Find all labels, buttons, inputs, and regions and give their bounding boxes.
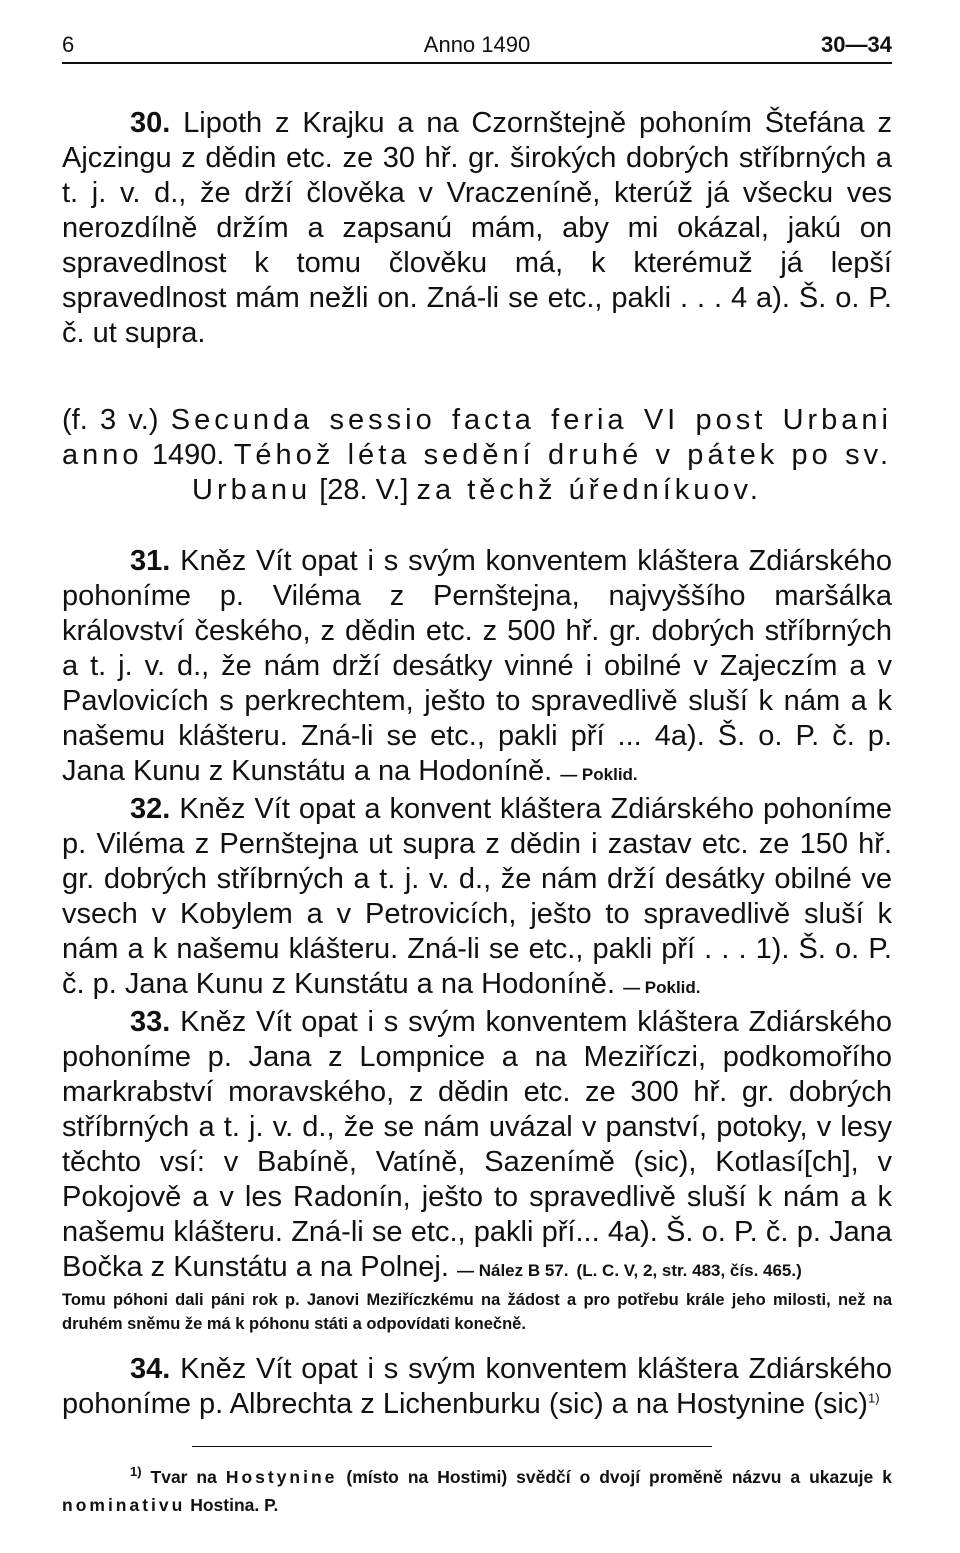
footnote-divider <box>192 1446 712 1447</box>
entry-text: Kněz Vít opat i s svým konventem kláštera Zdiárského pohoníme p. Jana z Lompnice a na Meziříczi, podkomořího markrabství moravského, z dědin etc. ze 300 hř. gr. dobrých stříbrných a t. j. v. d., že se nám uvázal v panství, potoky, v lesy těchto vsí: v Babíně, Vatíně, Sazenímě (sic), Kotlasí[ch], v Pokojově a v les Radonín, ješto to spravedlivě sluší k nám a k našemu klášteru. Zná-li se etc., pakli pří... 4a). Š. o. P. č. p. Jana Bočka z Kunstátu a na Polnej. <box>62 1006 892 1283</box>
entry-outcome: — Nález B 57. <box>456 1261 569 1280</box>
footnote-spaced-word: Hostynine <box>225 1467 338 1487</box>
entry-range: 30—34 <box>821 32 892 57</box>
footnote-text: (místo na Hostimi) svědčí o dvojí proměně názvu a ukazuje k <box>346 1467 892 1487</box>
entry-outcome: — Poklid. <box>623 978 701 997</box>
entry-text: Lipoth z Krajku a na Czornštejně pohoním Štefána z Ajczingu z dědin etc. ze 30 hř. gr. širokých dobrých stříbrných a t. j. v. d., že drží člověka v Vraczeníně, kterúž já všecku ves nerozdílně držím a zapsanú mám, aby mi okázal, jakú on spravedlnost k tomu člověku má, k kterémuž já lepší spravedlnost mám nežli on. Zná-li se etc., pakli . . . 4 a). Š. o. P. č. ut supra. <box>62 107 893 349</box>
running-header <box>62 28 892 64</box>
entry-30 <box>62 106 892 351</box>
session-year: 1490. <box>151 439 225 471</box>
running-title: Anno 1490 <box>423 32 531 57</box>
entry-text: Kněz Vít opat i s svým konventem kláštera Zdiárského pohoníme p. Albrechta z Lichenburku (sic) a na Hostynine (sic) <box>62 1353 892 1420</box>
page-number: 6 <box>62 32 75 57</box>
footnote-mark: 1) <box>130 1464 142 1480</box>
entry-reference: (L. C. V, 2, str. 483, čís. 465.) <box>576 1261 802 1280</box>
session-heading <box>62 403 892 508</box>
footnote-text: Tvar na <box>150 1467 217 1487</box>
folio-reference: (f. 3 v.) <box>62 404 159 436</box>
session-date: [28. V.] <box>319 474 409 506</box>
document-page <box>62 28 892 1519</box>
entry-33-note: Tomu póhoni dali páni rok p. Janovi Meziříczkému na žádost a pro potřebu krále jeho milosti, než na druhém sněmu že má k póhonu státi a odpovídati konečně. <box>62 1291 892 1333</box>
entry-outcome: — Poklid. <box>560 765 638 784</box>
entry-number: 30. <box>130 107 171 139</box>
footnote-reference[interactable]: 1) <box>867 1390 880 1406</box>
entry-33 <box>62 1005 892 1288</box>
entry-number: 32. <box>130 793 171 825</box>
session-latin: Secunda sessio facta feria VI post Urbani anno <box>62 404 892 471</box>
footnote-spaced-word: nominativu <box>62 1495 186 1515</box>
entry-34 <box>62 1352 892 1422</box>
session-czech: Téhož léta sedění druhé v pátek po sv. Urbanu <box>192 439 893 506</box>
session-czech-end: za těchž úředníkuov. <box>416 474 762 506</box>
entry-text: Kněz Vít opat i s svým konventem kláštera Zdiárského pohoníme p. Viléma z Pernštejna, najvyššího maršálka království českého, z dědin etc. z 500 hř. gr. dobrých stříbrných a t. j. v. d., že nám drží desátky vinné i obilné v Zajeczím a v Pavlovicích s perkrechtem, ješto to spravedlivě sluší k nám a k našemu klášteru. Zná-li se etc., pakli pří ... 4a). Š. o. P. č. p. Jana Kunu z Kunstátu a na Hodoníně. <box>62 545 892 787</box>
entry-text: Kněz Vít opat a konvent kláštera Zdiárského pohoníme p. Viléma z Pernštejna ut supra z dědin i zastav etc. ze 150 hř. gr. dobrých stříbrných a t. j. v. d., že nám drží desátky obilné ve vsech v Kobylem a v Petrovicích, ješto to spravedlivě sluší k nám a k našemu klášteru. Zná-li se etc., pakli pří . . . 1). Š. o. P. č. p. Jana Kunu z Kunstátu a na Hodoníně. <box>62 793 892 1000</box>
page-body <box>62 106 892 1519</box>
entry-31 <box>62 544 892 792</box>
entry-32 <box>62 792 892 1005</box>
entry-number: 33. <box>130 1006 171 1038</box>
entry-number: 34. <box>130 1353 171 1385</box>
footnote <box>62 1463 892 1519</box>
entry-number: 31. <box>130 545 171 577</box>
footnote-text: Hostina. P. <box>190 1495 279 1515</box>
